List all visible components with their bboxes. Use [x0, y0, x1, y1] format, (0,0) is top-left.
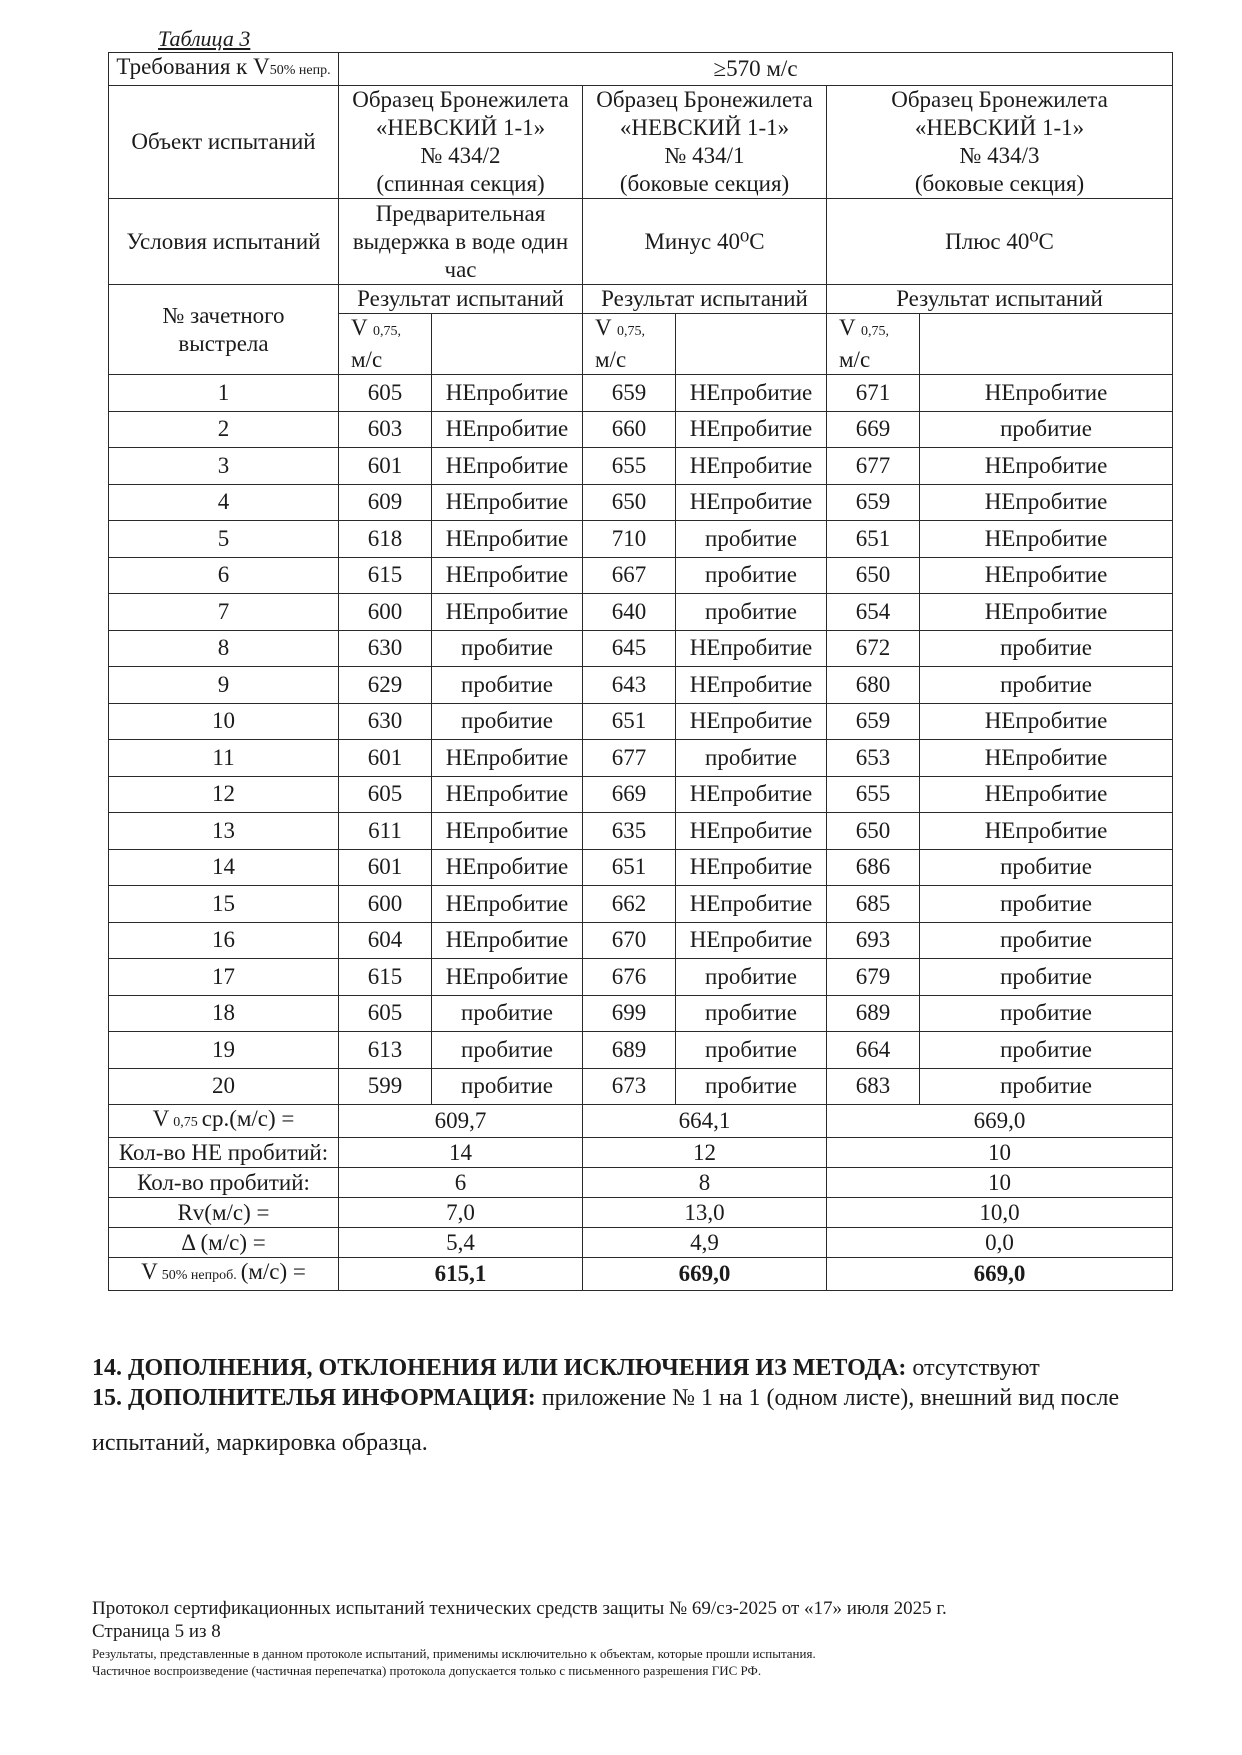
velocity-value: 699 [583, 995, 676, 1032]
result-value: пробитие [432, 703, 583, 740]
velocity-value: 640 [583, 594, 676, 631]
summary-value: 8 [583, 1168, 827, 1198]
velocity-value: 630 [339, 630, 432, 667]
velocity-value: 651 [583, 849, 676, 886]
summary-label: Δ (м/с) = [109, 1228, 339, 1258]
result-value: НЕпробитие [432, 521, 583, 558]
section-14-title: 14. ДОПОЛНЕНИЯ, ОТКЛОНЕНИЯ ИЛИ ИСКЛЮЧЕНИЯ ИЗ МЕТОДА: [92, 1355, 907, 1381]
table-row [109, 849, 1173, 886]
result-value: НЕпробитие [676, 448, 827, 485]
summary-value: 615,1 [339, 1258, 583, 1291]
result-value: пробитие [432, 667, 583, 704]
result-value: НЕпробитие [432, 375, 583, 412]
velocity-value: 650 [583, 484, 676, 521]
velocity-value: 604 [339, 922, 432, 959]
summary-value: 669,0 [827, 1105, 1173, 1138]
velocity-value: 710 [583, 521, 676, 558]
result-value: НЕпробитие [920, 557, 1173, 594]
velocity-value: 653 [827, 740, 920, 777]
velocity-value: 685 [827, 886, 920, 923]
result-value: пробитие [676, 521, 827, 558]
velocity-value: 664 [827, 1032, 920, 1069]
table-row [109, 922, 1173, 959]
v-header-1: V 0,75, м/с [339, 314, 432, 375]
result-header-1: Результат испытаний [339, 285, 583, 314]
result-value: пробитие [676, 1068, 827, 1105]
result-value: НЕпробитие [432, 922, 583, 959]
object-label: Объект испытаний [109, 86, 339, 199]
summary-value: 609,7 [339, 1105, 583, 1138]
summary-value: 669,0 [827, 1258, 1173, 1291]
velocity-value: 600 [339, 594, 432, 631]
velocity-value: 677 [827, 448, 920, 485]
table-row [109, 557, 1173, 594]
section-15 [92, 1383, 1119, 1413]
summary-value: 664,1 [583, 1105, 827, 1138]
conditions-row [109, 199, 1173, 285]
shot-number: 4 [109, 484, 339, 521]
velocity-value: 601 [339, 849, 432, 886]
velocity-value: 670 [583, 922, 676, 959]
velocity-value: 629 [339, 667, 432, 704]
test-results-table [108, 52, 1173, 1291]
shot-number: 6 [109, 557, 339, 594]
result-header-blank-2 [676, 314, 827, 375]
section-15-text: приложение № 1 на 1 (одном листе), внешний вид после [541, 1385, 1120, 1411]
velocity-value: 651 [583, 703, 676, 740]
summary-row [109, 1198, 1173, 1228]
velocity-value: 655 [827, 776, 920, 813]
result-value: пробитие [920, 1068, 1173, 1105]
velocity-value: 643 [583, 667, 676, 704]
velocity-value: 613 [339, 1032, 432, 1069]
shot-number: 13 [109, 813, 339, 850]
result-value: НЕпробитие [920, 375, 1173, 412]
sample-cell-3: Образец Бронежилета «НЕВСКИЙ 1-1» № 434/3 (боковые секция) [827, 86, 1173, 199]
velocity-value: 679 [827, 959, 920, 996]
velocity-value: 605 [339, 995, 432, 1032]
result-value: НЕпробитие [676, 375, 827, 412]
summary-label: Кол-во НЕ пробитий: [109, 1138, 339, 1168]
footer-note-2: Частичное воспроизведение (частичная перепечатка) протокола допускается только с письменного разрешения ГИС РФ. [92, 1663, 762, 1678]
result-value: НЕпробитие [676, 630, 827, 667]
velocity-value: 677 [583, 740, 676, 777]
table-row [109, 776, 1173, 813]
result-value: НЕпробитие [676, 849, 827, 886]
table-row [109, 959, 1173, 996]
result-value: НЕпробитие [432, 849, 583, 886]
summary-row [109, 1168, 1173, 1198]
velocity-value: 676 [583, 959, 676, 996]
table-row [109, 1032, 1173, 1069]
shot-number: 3 [109, 448, 339, 485]
shot-number: 17 [109, 959, 339, 996]
velocity-value: 630 [339, 703, 432, 740]
shot-number: 10 [109, 703, 339, 740]
velocity-value: 609 [339, 484, 432, 521]
velocity-value: 659 [583, 375, 676, 412]
shot-number: 16 [109, 922, 339, 959]
requirement-label: Требования к V50% непр. [109, 53, 339, 86]
summary-label: V 50% непроб. (м/с) = [109, 1258, 339, 1291]
shot-number: 5 [109, 521, 339, 558]
shot-number: 9 [109, 667, 339, 704]
object-row [109, 86, 1173, 199]
velocity-value: 669 [583, 776, 676, 813]
velocity-value: 650 [827, 557, 920, 594]
table-row [109, 375, 1173, 412]
sample-cell-1: Образец Бронежилета «НЕВСКИЙ 1-1» № 434/2 (спинная секция) [339, 86, 583, 199]
conditions-label: Условия испытаний [109, 199, 339, 285]
result-value: пробитие [676, 959, 827, 996]
footer-protocol: Протокол сертификационных испытаний технических средств защиты № 69/сз-2025 от «17» июля 2025 г. [92, 1598, 947, 1619]
result-value: НЕпробитие [676, 703, 827, 740]
velocity-value: 599 [339, 1068, 432, 1105]
result-value: пробитие [920, 959, 1173, 996]
summary-value: 12 [583, 1138, 827, 1168]
velocity-value: 680 [827, 667, 920, 704]
result-value: пробитие [432, 995, 583, 1032]
velocity-value: 615 [339, 959, 432, 996]
shot-number: 1 [109, 375, 339, 412]
condition-cell-2: Минус 40⁰С [583, 199, 827, 285]
condition-cell-3: Плюс 40⁰С [827, 199, 1173, 285]
table-row [109, 667, 1173, 704]
summary-row [109, 1138, 1173, 1168]
result-value: НЕпробитие [676, 667, 827, 704]
result-value: НЕпробитие [676, 411, 827, 448]
result-value: пробитие [676, 740, 827, 777]
section-15-title: 15. ДОПОЛНИТЕЛЬЯ ИНФОРМАЦИЯ: [92, 1385, 536, 1411]
result-value: пробитие [920, 411, 1173, 448]
result-value: НЕпробитие [676, 886, 827, 923]
summary-row [109, 1258, 1173, 1291]
summary-row [109, 1228, 1173, 1258]
table-row [109, 484, 1173, 521]
result-value: пробитие [432, 630, 583, 667]
result-value: пробитие [432, 1068, 583, 1105]
result-value: пробитие [920, 886, 1173, 923]
result-value: НЕпробитие [676, 776, 827, 813]
result-value: пробитие [676, 594, 827, 631]
table-caption: Таблица 3 [158, 26, 251, 51]
velocity-value: 615 [339, 557, 432, 594]
footer-note-1: Результаты, представленные в данном протоколе испытаний, применимы исключительно к объектам, которые прошли испытания. [92, 1646, 816, 1661]
table-row [109, 630, 1173, 667]
summary-value: 5,4 [339, 1228, 583, 1258]
section-15-text-continued: испытаний, маркировка образца. [92, 1430, 428, 1456]
shot-number: 11 [109, 740, 339, 777]
velocity-value: 686 [827, 849, 920, 886]
result-value: НЕпробитие [676, 484, 827, 521]
result-value: НЕпробитие [432, 813, 583, 850]
result-value: пробитие [920, 630, 1173, 667]
velocity-value: 662 [583, 886, 676, 923]
velocity-value: 651 [827, 521, 920, 558]
requirement-value: ≥570 м/с [339, 53, 1173, 86]
shot-number: 2 [109, 411, 339, 448]
velocity-value: 669 [827, 411, 920, 448]
table-row [109, 995, 1173, 1032]
v-header-2: V 0,75, м/с [583, 314, 676, 375]
result-header-2: Результат испытаний [583, 285, 827, 314]
velocity-value: 667 [583, 557, 676, 594]
summary-label: V 0,75 ср.(м/с) = [109, 1105, 339, 1138]
result-value: НЕпробитие [676, 813, 827, 850]
velocity-value: 660 [583, 411, 676, 448]
shot-number: 7 [109, 594, 339, 631]
summary-value: 6 [339, 1168, 583, 1198]
velocity-value: 635 [583, 813, 676, 850]
table-row [109, 886, 1173, 923]
table-row [109, 448, 1173, 485]
shot-number: 15 [109, 886, 339, 923]
v-header-3: V 0,75, м/с [827, 314, 920, 375]
velocity-value: 659 [827, 703, 920, 740]
result-value: НЕпробитие [920, 594, 1173, 631]
velocity-value: 689 [583, 1032, 676, 1069]
summary-value: 4,9 [583, 1228, 827, 1258]
requirement-row [109, 53, 1173, 86]
result-value: НЕпробитие [920, 813, 1173, 850]
velocity-value: 603 [339, 411, 432, 448]
table-row [109, 740, 1173, 777]
summary-value: 0,0 [827, 1228, 1173, 1258]
result-value: НЕпробитие [432, 411, 583, 448]
summary-value: 14 [339, 1138, 583, 1168]
footer-page-number: Страница 5 из 8 [92, 1621, 221, 1642]
table-row [109, 1068, 1173, 1105]
result-value: пробитие [676, 1032, 827, 1069]
velocity-value: 645 [583, 630, 676, 667]
section-14-text: отсутствуют [912, 1355, 1040, 1381]
velocity-value: 601 [339, 740, 432, 777]
velocity-value: 671 [827, 375, 920, 412]
velocity-value: 650 [827, 813, 920, 850]
velocity-value: 601 [339, 448, 432, 485]
summary-value: 10 [827, 1138, 1173, 1168]
table-row [109, 521, 1173, 558]
velocity-value: 689 [827, 995, 920, 1032]
shot-number: 20 [109, 1068, 339, 1105]
result-value: пробитие [920, 1032, 1173, 1069]
result-value: НЕпробитие [920, 776, 1173, 813]
summary-row [109, 1105, 1173, 1138]
condition-cell-1: Предварительная выдержка в воде один час [339, 199, 583, 285]
sample-cell-2: Образец Бронежилета «НЕВСКИЙ 1-1» № 434/1 (боковые секция) [583, 86, 827, 199]
shot-number: 12 [109, 776, 339, 813]
velocity-value: 683 [827, 1068, 920, 1105]
result-header-row [109, 285, 1173, 314]
result-value: НЕпробитие [432, 959, 583, 996]
result-value: НЕпробитие [920, 740, 1173, 777]
result-value: НЕпробитие [432, 594, 583, 631]
result-header-3: Результат испытаний [827, 285, 1173, 314]
result-value: НЕпробитие [920, 703, 1173, 740]
shot-number: 19 [109, 1032, 339, 1069]
result-value: пробитие [920, 849, 1173, 886]
result-value: НЕпробитие [432, 740, 583, 777]
result-value: НЕпробитие [432, 776, 583, 813]
velocity-value: 605 [339, 375, 432, 412]
shot-number: 18 [109, 995, 339, 1032]
result-value: пробитие [432, 1032, 583, 1069]
result-value: НЕпробитие [432, 484, 583, 521]
velocity-value: 600 [339, 886, 432, 923]
velocity-value: 618 [339, 521, 432, 558]
velocity-value: 673 [583, 1068, 676, 1105]
table-row [109, 594, 1173, 631]
shot-number: 14 [109, 849, 339, 886]
result-value: пробитие [920, 922, 1173, 959]
result-value: пробитие [676, 557, 827, 594]
summary-label: Rv(м/с) = [109, 1198, 339, 1228]
shot-number-header: № зачетного выстрела [109, 285, 339, 375]
summary-value: 7,0 [339, 1198, 583, 1228]
summary-value: 669,0 [583, 1258, 827, 1291]
result-value: НЕпробитие [676, 922, 827, 959]
result-value: НЕпробитие [432, 448, 583, 485]
result-header-blank-1 [432, 314, 583, 375]
result-value: пробитие [676, 995, 827, 1032]
summary-value: 10,0 [827, 1198, 1173, 1228]
summary-value: 13,0 [583, 1198, 827, 1228]
result-value: НЕпробитие [432, 886, 583, 923]
shot-number: 8 [109, 630, 339, 667]
section-14 [92, 1353, 1040, 1383]
table-row [109, 703, 1173, 740]
velocity-value: 654 [827, 594, 920, 631]
velocity-value: 672 [827, 630, 920, 667]
velocity-value: 611 [339, 813, 432, 850]
result-value: НЕпробитие [432, 557, 583, 594]
result-value: НЕпробитие [920, 521, 1173, 558]
velocity-value: 693 [827, 922, 920, 959]
velocity-value: 605 [339, 776, 432, 813]
velocity-value: 655 [583, 448, 676, 485]
table-row [109, 813, 1173, 850]
summary-value: 10 [827, 1168, 1173, 1198]
result-value: НЕпробитие [920, 484, 1173, 521]
result-value: пробитие [920, 995, 1173, 1032]
result-value: пробитие [920, 667, 1173, 704]
result-header-blank-3 [920, 314, 1173, 375]
velocity-value: 659 [827, 484, 920, 521]
result-value: НЕпробитие [920, 448, 1173, 485]
summary-label: Кол-во пробитий: [109, 1168, 339, 1198]
table-row [109, 411, 1173, 448]
